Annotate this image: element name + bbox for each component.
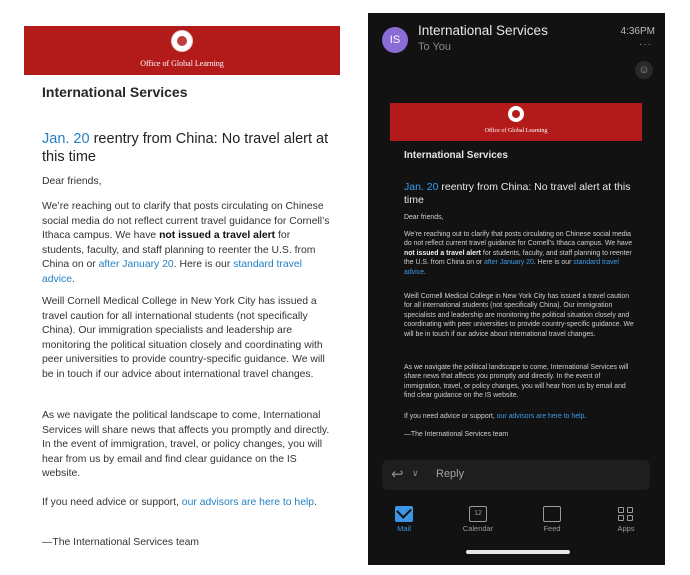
university-seal-icon [171, 30, 193, 52]
headline-date-dark: Jan. 20 [404, 181, 439, 193]
p1-dark-text-d: . [423, 268, 426, 276]
email-paragraph-4 [42, 496, 332, 511]
email-section-header-dark: International Services [404, 150, 508, 161]
feed-icon [543, 506, 561, 522]
headline-text-dark: reentry from China: No travel alert at this time [404, 181, 631, 206]
reply-arrow-icon[interactable]: ↩ [391, 466, 404, 483]
p1-dark-bold: not issued a travel alert [404, 249, 481, 257]
email-paragraph-1 [42, 200, 332, 288]
tab-apps[interactable] [596, 500, 656, 533]
email-paragraph-3: As we navigate the political landscape to come, International Services will share news that affects you promptly and directly. In the event of immigration, travel, or policy changes, you will hear from us by email and find clear guidance on the IS website. [42, 410, 330, 480]
mail-icon [395, 506, 413, 522]
p4-text-b: . [314, 497, 317, 508]
calendar-icon: 12 [469, 506, 487, 522]
email-headline-dark [404, 181, 634, 207]
more-options-icon[interactable]: ··· [639, 39, 652, 50]
email-section-header: International Services [42, 84, 188, 100]
reply-bar[interactable] [382, 460, 650, 490]
p1-dark-text-c: . Here is our [533, 259, 574, 267]
message-time: 4:36PM [620, 26, 655, 37]
p1-text-a: We’re reaching out to clarify that posts circulating on Chinese social media do not reflect current travel guidance for Cornell’s Ithaca campus. We have [42, 201, 330, 242]
email-signoff-dark: —The International Services team [404, 431, 509, 438]
tab-apps-label: Apps [617, 524, 635, 533]
sender-avatar[interactable]: IS [382, 27, 408, 53]
email-paragraph-4-dark [404, 412, 636, 421]
p4-dark-text-a: If you need advice or support, [404, 413, 497, 420]
tab-calendar-label: Calendar [462, 524, 494, 533]
standard-travel-advice-link[interactable]: standard travel advice [42, 259, 302, 285]
email-paragraph-3-dark: As we navigate the political landscape to come, International Services will share news that affects you promptly and directly. In the event of immigration, travel, or policy changes, you will hear from us by email and find clear guidance on the IS website. [404, 364, 629, 400]
p1-bold: not issued a travel alert [159, 230, 276, 242]
email-paragraph-1-dark [404, 230, 636, 277]
p4-text-a: If you need advice or support, [42, 497, 182, 508]
reply-button[interactable]: Reply [436, 468, 465, 480]
headline-date: Jan. 20 [42, 131, 90, 147]
apps-icon [617, 506, 635, 522]
university-seal-icon-dark [508, 106, 524, 122]
phone-dark-view [368, 13, 665, 565]
email-signoff: —The International Services team [42, 537, 200, 548]
headline-text: reentry from China: No travel alert at this time [42, 131, 329, 165]
after-january-20-link[interactable]: after January 20 [98, 259, 174, 271]
p1-text-d: . [72, 273, 75, 285]
reaction-icon[interactable]: ☺ [635, 61, 653, 79]
banner-text: Office of Global Learning [140, 59, 224, 68]
email-headline [42, 130, 332, 166]
home-indicator[interactable] [466, 550, 570, 554]
bottom-tab-bar [368, 500, 665, 540]
advisors-help-link-dark[interactable]: our advisors are here to help [496, 413, 585, 420]
p1-text-b: for students, faculty, and staff planning to reenter the U.S. from China on or [42, 230, 316, 271]
tab-calendar[interactable] [448, 500, 508, 533]
chevron-down-icon[interactable]: ∨ [412, 468, 419, 478]
email-banner [24, 26, 340, 75]
recipient-line: To You [418, 41, 452, 53]
p4-dark-text-b: . [584, 413, 587, 420]
p1-dark-text-a: We’re reaching out to clarify that posts circulating on Chinese social media do not reflect current travel guidance for Cornell’s Ithaca campus. We have [404, 231, 633, 248]
tab-mail[interactable] [374, 500, 434, 533]
tab-mail-label: Mail [397, 524, 411, 533]
tab-feed[interactable] [522, 500, 582, 533]
email-paragraph-2-dark: Weill Cornell Medical College in New York City has issued a travel caution for all international students (not specifically China). Our immigration specialists and leadership are monitoring the political situation closely and coordinating with peer universities to provide country-specific guidance. We will be in touch if our advice about international travel changes. [404, 293, 634, 338]
sender-name: International Services [418, 23, 548, 38]
advisors-help-link[interactable]: our advisors are here to help [181, 497, 315, 508]
p1-dark-text-b: for students, faculty, and staff planning to reenter the U.S. from China on or [404, 249, 632, 267]
p1-text-c: . Here is our [173, 259, 234, 271]
email-greeting: Dear friends, [42, 176, 102, 187]
email-greeting-dark: Dear friends, [404, 214, 444, 221]
banner-text-dark: Office of Global Learning [484, 128, 548, 134]
email-light-view [24, 26, 340, 556]
email-banner-dark [390, 103, 642, 141]
standard-travel-advice-link-dark[interactable]: standard travel advice [404, 259, 619, 276]
tab-feed-label: Feed [543, 524, 561, 533]
after-january-20-link-dark[interactable]: after January 20 [484, 259, 534, 267]
email-paragraph-2: Weill Cornell Medical College in New York City has issued a travel caution for all international students (not specifically China). Our immigration specialists and leadership are monitoring the political situation closely and coordinating with peer universities to provide country-specific guidance. We will be in touch if our advice about international travel changes. [42, 296, 325, 380]
